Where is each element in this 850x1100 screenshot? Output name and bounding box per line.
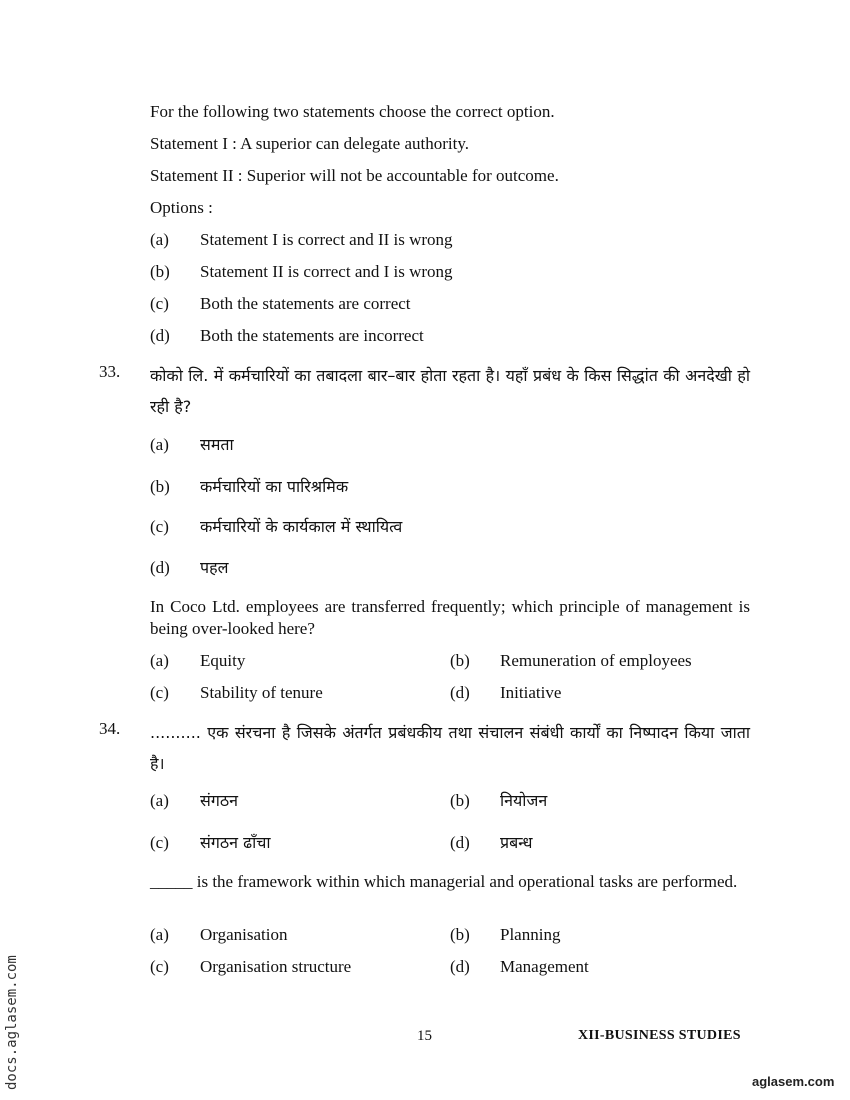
option-label: (a) <box>150 791 169 810</box>
option-text: प्रबन्ध <box>500 833 533 852</box>
option-text: Planning <box>500 925 561 944</box>
option-label: (a) <box>150 651 169 670</box>
option-label: (c) <box>150 957 169 976</box>
option-label: (c) <box>150 683 169 702</box>
option-text: कर्मचारियों के कार्यकाल में स्थायित्व <box>200 517 403 536</box>
option-label: (a) <box>150 435 169 454</box>
option-text: Stability of tenure <box>200 683 323 702</box>
option-text: Initiative <box>500 683 562 702</box>
option-label: (d) <box>150 558 170 577</box>
q32-statement-2: Statement II : Superior will not be accountable for outcome. <box>150 166 559 185</box>
side-watermark: docs.aglasem.com <box>4 955 20 1090</box>
option-label: (a) <box>150 230 169 249</box>
option-text: Remuneration of employees <box>500 651 692 670</box>
page-number: 15 <box>417 1028 432 1044</box>
option-text: Management <box>500 957 589 976</box>
option-label: (b) <box>450 651 470 670</box>
option-label: (d) <box>450 833 470 852</box>
option-text: Statement I is correct and II is wrong <box>200 230 453 249</box>
option-label: (c) <box>150 517 169 536</box>
option-label: (c) <box>150 294 169 313</box>
q34-english-question: _____ is the framework within which managerial and operational tasks are performed. <box>150 872 738 891</box>
option-label: (b) <box>150 262 170 281</box>
option-text: Statement II is correct and I is wrong <box>200 262 453 281</box>
option-text: संगठन <box>200 791 239 810</box>
q33-hindi-question: कोको लि. में कर्मचारियों का तबादला बार–बार होता रहता है। यहाँ प्रबंध के किस सिद्धांत की अनदेखी हो रही है? <box>150 366 750 416</box>
subject-title: XII-BUSINESS STUDIES <box>578 1028 741 1043</box>
option-label: (b) <box>150 477 170 496</box>
option-label: (a) <box>150 925 169 944</box>
option-label: (b) <box>450 791 470 810</box>
q32-statement-1: Statement I : A superior can delegate authority. <box>150 134 469 153</box>
option-text: नियोजन <box>500 791 548 810</box>
option-text: Both the statements are correct <box>200 294 411 313</box>
option-text: Both the statements are incorrect <box>200 326 424 345</box>
q34-hindi-question: .......... एक संरचना है जिसके अंतर्गत प्रबंधकीय तथा संचालन संबंधी कार्यों का निष्पादन किया जाता है। <box>150 723 750 773</box>
option-label: (c) <box>150 833 169 852</box>
option-label: (d) <box>450 683 470 702</box>
option-text: पहल <box>200 558 229 577</box>
q34-number: 34. <box>99 719 121 738</box>
option-text: कर्मचारियों का पारिश्रमिक <box>200 477 349 496</box>
option-text: Organisation <box>200 925 288 944</box>
option-text: समता <box>200 435 234 454</box>
option-label: (d) <box>450 957 470 976</box>
q32-options-label: Options : <box>150 198 213 217</box>
option-label: (d) <box>150 326 170 345</box>
option-text: संगठन ढाँचा <box>200 833 271 852</box>
option-label: (b) <box>450 925 470 944</box>
q33-english-question: In Coco Ltd. employees are transferred frequently; which principle of management is being over-looked here? <box>150 597 750 638</box>
option-text: Equity <box>200 651 246 670</box>
brand-watermark: aglasem.com <box>752 1074 835 1089</box>
q32-intro: For the following two statements choose the correct option. <box>150 102 555 121</box>
q33-number: 33. <box>99 362 121 381</box>
option-text: Organisation structure <box>200 957 352 976</box>
